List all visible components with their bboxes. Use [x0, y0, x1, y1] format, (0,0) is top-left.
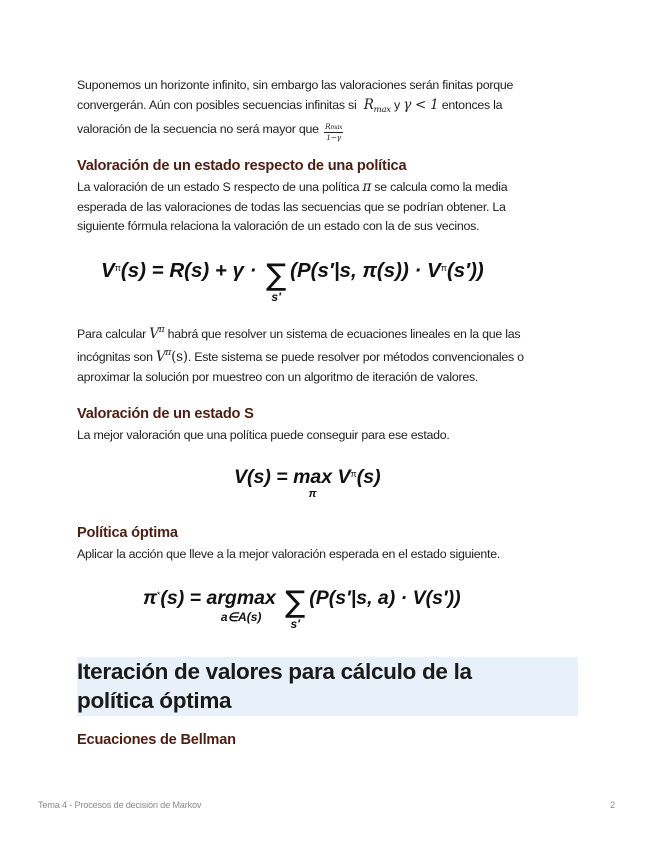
v-pi-s-symbol: $V^\pi(s)$ [155, 348, 188, 365]
intro-line-2-end: entonces la [441, 97, 503, 112]
s1p2-line1-end: habrá que resolver un sistema de ecuaciones lineales en la que las [167, 326, 521, 341]
s1p2-line3: aproximar la solución por muestreo con un algoritmo de iteración de valores. [77, 369, 479, 384]
s1-line3: siguiente fórmula relaciona la valoración de un estado con la de sus vecinos. [77, 219, 480, 233]
intro-line-3-text: valoración de la secuencia no será mayor que [77, 122, 319, 136]
gamma-condition: γ < 1 [403, 96, 439, 113]
section3-paragraph: Aplicar la acción que lleve a la mejor valoración esperada en el estado siguiente. [77, 546, 501, 561]
intro-conj: y [394, 97, 400, 112]
page-content [77, 76, 578, 750]
v-pi-symbol: $V^\pi$ [149, 324, 165, 342]
s1p2-line2-end: . Este sistema se puede resolver por métodos convencionales o [187, 350, 524, 364]
section-title-policy-value: Valoración de un estado respecto de una política [77, 158, 407, 174]
policy-value-formula: $V^\pi(s) = R(s) + \gamma$ · ∑ s′ (P(s′|s, $\pi(s)) \cdot V^\pi(s')$) [101, 257, 484, 304]
section-heading-line-2: política óptima [77, 687, 232, 713]
max-operator: max π [293, 465, 333, 500]
section1-paragraph-2 [77, 321, 578, 388]
summation-symbol-2: ∑ s′ [285, 585, 306, 631]
summation-symbol: ∑ s′ [266, 257, 287, 304]
section2-paragraph: La mejor valoración que una política puede conseguir para ese estado. [77, 428, 450, 442]
footer-page-number: 2 [610, 800, 616, 810]
s1-line1-text: La valoración de un estado S respecto de una política [77, 180, 360, 194]
s1p2-line2-text: incógnitas son [77, 350, 153, 364]
rmax-fraction: $\frac{Rmax}{1-\gamma}$ [324, 122, 343, 142]
state-value-formula: V(s) = max π $V^\pi(s)$ [234, 465, 381, 500]
footer-chapter-title: Tema 4 - Procesos de decisión de Markov [38, 800, 202, 810]
intro-paragraph [77, 76, 578, 142]
pi-symbol: π [362, 179, 372, 195]
optimal-policy-formula: π*(s) = argmax a∈A(s) ∑ s′ (P(s′|s, a) · V(s′)) [143, 585, 461, 631]
s1p2-line1-text: Para calcular [77, 326, 147, 341]
section1-paragraph [77, 178, 578, 237]
s1-line2: esperada de las valoraciones de todas las secuencias que se podrían obtener. La [77, 199, 506, 214]
intro-line-2-text: convergerán. Aún con posibles secuencias infinitas si [77, 97, 357, 112]
subsection-title-bellman: Ecuaciones de Bellman [77, 732, 236, 748]
section-title-state-value: Valoración de un estado S [77, 406, 254, 422]
section-heading-line-1: Iteración de valores para cálculo de la [77, 659, 472, 684]
rmax-symbol: $R_{max}$ [363, 96, 391, 115]
intro-line-1: Suponemos un horizonte infinito, sin embargo las valoraciones serán finitas porque [77, 78, 514, 92]
section-heading-box [77, 657, 578, 716]
s1-line1-end: se calcula como la media [374, 180, 508, 194]
section-title-optimal-policy: Política óptima [77, 524, 178, 541]
argmax-operator: argmax a∈A(s) [206, 587, 276, 624]
